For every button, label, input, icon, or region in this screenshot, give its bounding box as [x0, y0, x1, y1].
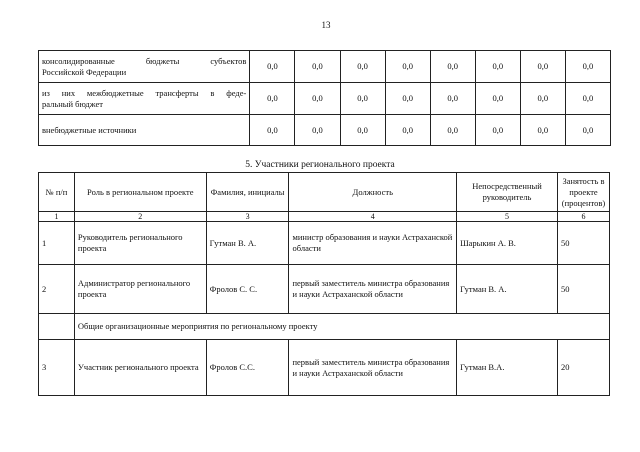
row-supervisor: Гутман В.А.	[457, 340, 558, 396]
budget-sources-table	[38, 50, 611, 146]
row-load: 20	[557, 340, 609, 396]
value-cell: 0,0	[475, 51, 520, 83]
table-row	[39, 115, 611, 146]
row-supervisor: Шарыкин А. В.	[457, 222, 558, 265]
header-name: Фамилия, инициалы	[206, 173, 289, 212]
value-cell: 0,0	[520, 83, 565, 115]
section-title: 5. Участники регионального проекта	[245, 160, 395, 170]
header-supervisor: Непосредственный руководитель	[457, 173, 558, 212]
col-number: 5	[457, 212, 558, 222]
row-position: первый заместитель министра образования и науки Астраханской области	[289, 340, 457, 396]
row-name: Фролов С. С.	[206, 265, 289, 314]
value-cell: 0,0	[340, 51, 385, 83]
row-position: первый заместитель министра образования и науки Астраханской области	[289, 265, 457, 314]
col-number: 2	[74, 212, 206, 222]
col-number: 1	[39, 212, 75, 222]
value-cell: 0,0	[385, 51, 430, 83]
row-role: Руководитель регионального проекта	[74, 222, 206, 265]
value-cell: 0,0	[430, 115, 475, 146]
value-cell: 0,0	[340, 83, 385, 115]
project-members-table	[38, 172, 610, 396]
value-cell: 0,0	[295, 83, 340, 115]
row-role: Участник регионального проекта	[74, 340, 206, 396]
table-row	[39, 222, 610, 265]
header-num: № п/п	[39, 173, 75, 212]
table-row	[39, 265, 610, 314]
value-cell: 0,0	[430, 83, 475, 115]
value-cell: 0,0	[250, 83, 295, 115]
column-numbers-row	[39, 212, 610, 222]
col-number: 3	[206, 212, 289, 222]
header-load: Занятость в проекте (процентов)	[557, 173, 609, 212]
page-number: 13	[321, 20, 331, 30]
row-label: внебюджетные источники	[39, 115, 250, 146]
value-cell: 0,0	[475, 83, 520, 115]
row-name: Гутман В. А.	[206, 222, 289, 265]
table-row	[39, 340, 610, 396]
row-load: 50	[557, 222, 609, 265]
row-role: Администратор регионального проекта	[74, 265, 206, 314]
table-row	[39, 83, 611, 115]
row-num: 2	[39, 265, 75, 314]
value-cell: 0,0	[250, 51, 295, 83]
value-cell: 0,0	[340, 115, 385, 146]
value-cell: 0,0	[520, 115, 565, 146]
value-cell: 0,0	[565, 51, 610, 83]
value-cell: 0,0	[295, 115, 340, 146]
value-cell: 0,0	[565, 83, 610, 115]
row-label: из них межбюджетные трансферты в феде- ральный бюджет	[39, 83, 250, 115]
value-cell: 0,0	[520, 51, 565, 83]
header-position: Должность	[289, 173, 457, 212]
group-title: Общие организационные мероприятия по региональному проекту	[74, 314, 609, 340]
value-cell: 0,0	[295, 51, 340, 83]
col-number: 6	[557, 212, 609, 222]
header-row	[39, 173, 610, 212]
value-cell: 0,0	[385, 115, 430, 146]
group-row	[39, 314, 610, 340]
col-number: 4	[289, 212, 457, 222]
value-cell: 0,0	[250, 115, 295, 146]
header-role: Роль в региональном проекте	[74, 173, 206, 212]
row-name: Фролов С.С.	[206, 340, 289, 396]
value-cell: 0,0	[475, 115, 520, 146]
row-num: 3	[39, 340, 75, 396]
row-position: министр образования и науки Астраханской области	[289, 222, 457, 265]
value-cell: 0,0	[385, 83, 430, 115]
value-cell: 0,0	[430, 51, 475, 83]
row-label: консолидированные бюджеты субъектов Российской Федерации	[39, 51, 250, 83]
row-supervisor: Гутман В. А.	[457, 265, 558, 314]
row-num: 1	[39, 222, 75, 265]
row-load: 50	[557, 265, 609, 314]
table-row	[39, 51, 611, 83]
value-cell: 0,0	[565, 115, 610, 146]
group-empty-cell	[39, 314, 75, 340]
